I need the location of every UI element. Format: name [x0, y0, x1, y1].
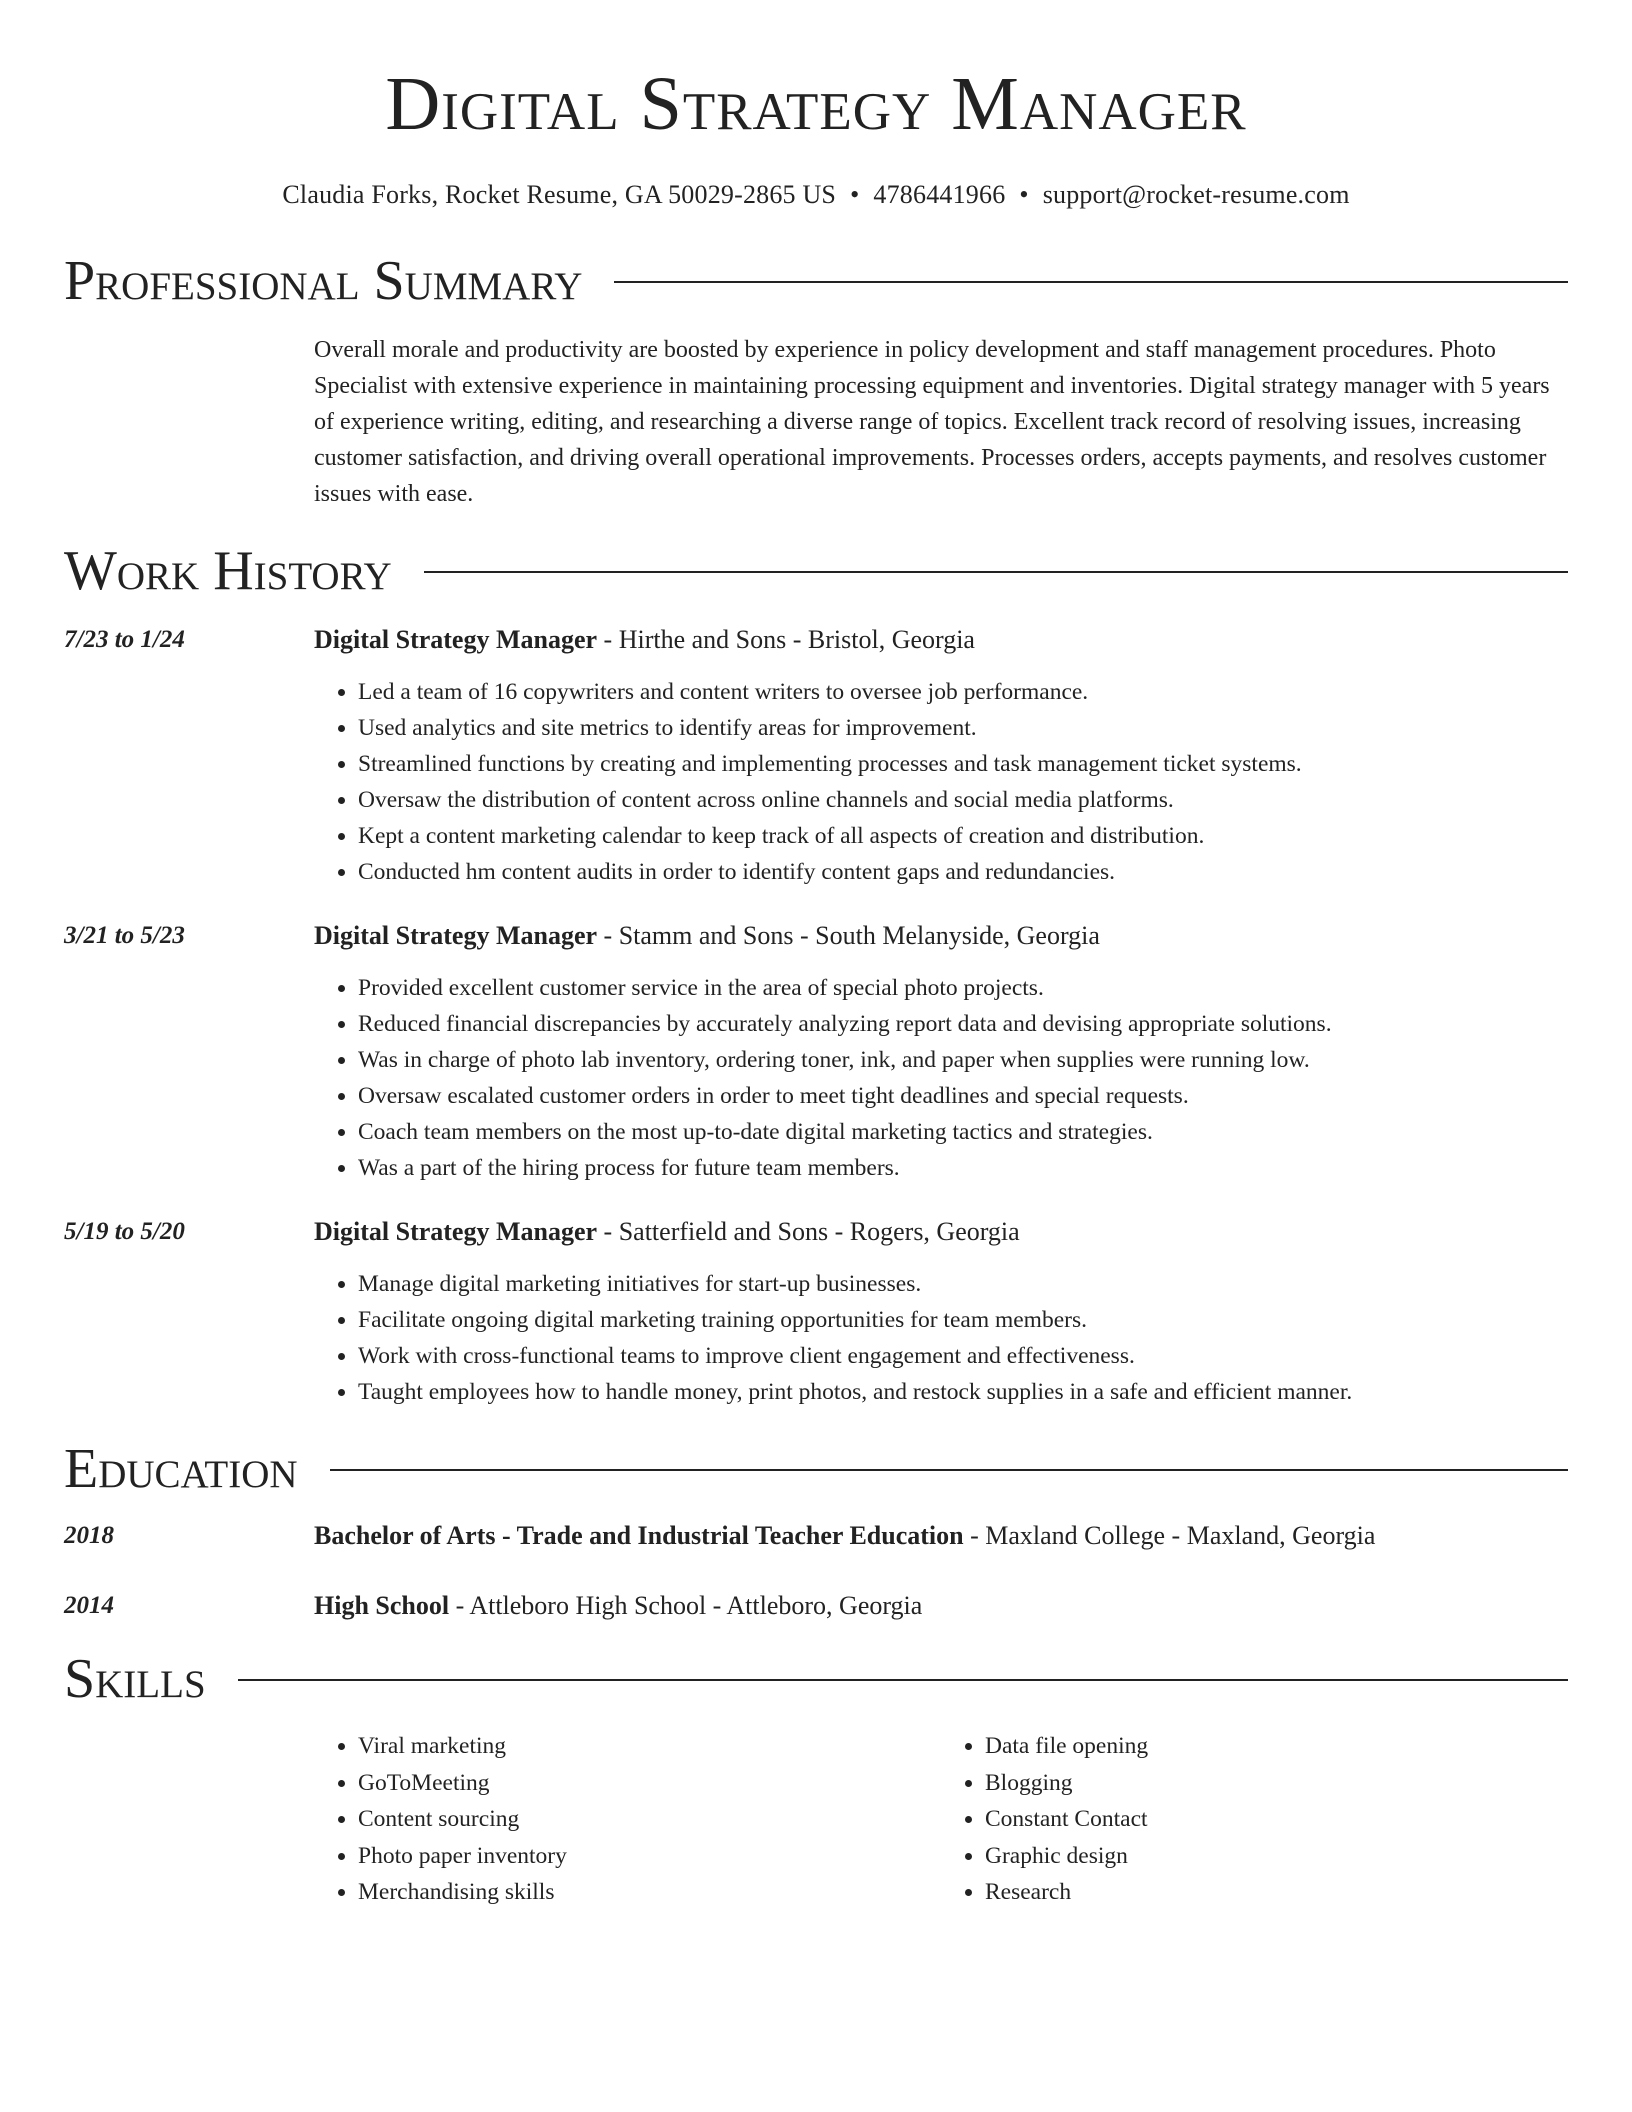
section-divider — [238, 1679, 1568, 1681]
skill-item: • Graphic design — [985, 1838, 1568, 1875]
skills-section-header — [64, 1646, 1568, 1712]
section-divider — [330, 1469, 1568, 1471]
contact-separator: • — [850, 180, 860, 209]
job-bullet: • Provided excellent customer service in the area of special photo projects. — [358, 970, 1568, 1006]
job-bullet: • Reduced financial discrepancies by accurately analyzing report data and devising appropriate solutions. — [358, 1006, 1568, 1042]
education-school: - Maxland College - Maxland, Georgia — [963, 1521, 1376, 1550]
job-bullet: • Conducted hm content audits in order to identify content gaps and redundancies. — [358, 854, 1568, 890]
job-bullet: • Led a team of 16 copywriters and content writers to oversee job performance. — [358, 674, 1568, 710]
education-degree: High School — [314, 1591, 450, 1620]
job-bullet: • Coach team members on the most up-to-date digital marketing tactics and strategies. — [358, 1114, 1568, 1150]
job-dates: 5/19 to 5/20 — [64, 1218, 185, 1245]
skills-section-title: Skills — [64, 1648, 206, 1710]
job-bullet: • Streamlined functions by creating and implementing processes and task management ticket systems. — [358, 746, 1568, 782]
section-divider — [614, 281, 1568, 283]
skill-item: • Photo paper inventory — [358, 1838, 941, 1875]
job-heading — [314, 918, 1568, 954]
job-bullet: • Was a part of the hiring process for future team members. — [358, 1150, 1568, 1186]
job-bullet: • Work with cross-functional teams to improve client engagement and effectiveness. — [358, 1338, 1568, 1374]
contact-address: Claudia Forks, Rocket Resume, GA 50029-2865 US — [282, 180, 837, 209]
job-entry — [64, 622, 1568, 890]
summary-section-title: Professional Summary — [64, 250, 583, 312]
contact-email: support@rocket-resume.com — [1042, 180, 1350, 209]
job-entry — [64, 918, 1568, 1186]
education-entry — [64, 1518, 1568, 1554]
job-heading — [314, 1214, 1568, 1250]
resume-title: Digital Strategy Manager — [385, 62, 1247, 146]
contact-line — [64, 178, 1568, 212]
skills-list — [314, 1728, 1568, 1911]
skill-item: • Constant Contact — [985, 1801, 1568, 1838]
job-role: Digital Strategy Manager — [314, 921, 598, 950]
skill-item: • GoToMeeting — [358, 1765, 941, 1802]
education-degree: Bachelor of Arts - Trade and Industrial Teacher Education — [314, 1521, 964, 1550]
job-dates: 7/23 to 1/24 — [64, 626, 185, 653]
education-section-title: Education — [64, 1438, 298, 1500]
skill-item: • Viral marketing — [358, 1728, 941, 1765]
section-divider — [424, 571, 1568, 573]
education-heading — [314, 1588, 1568, 1624]
job-role: Digital Strategy Manager — [314, 625, 598, 654]
job-entry — [64, 1214, 1568, 1410]
job-bullets — [314, 970, 1568, 1186]
education-entry — [64, 1588, 1568, 1624]
skill-item: • Research — [985, 1874, 1568, 1911]
job-body — [314, 622, 1568, 890]
education-year: 2014 — [64, 1592, 114, 1619]
job-bullets — [314, 1266, 1568, 1410]
skill-item: • Data file opening — [985, 1728, 1568, 1765]
job-body — [314, 1214, 1568, 1410]
job-bullet: • Oversaw the distribution of content across online channels and social media platforms. — [358, 782, 1568, 818]
skill-item: • Content sourcing — [358, 1801, 941, 1838]
summary-section-header — [64, 248, 1568, 314]
education-school: - Attleboro High School - Attleboro, Georgia — [449, 1591, 923, 1620]
education-year: 2018 — [64, 1522, 114, 1549]
job-bullet: • Facilitate ongoing digital marketing training opportunities for team members. — [358, 1302, 1568, 1338]
contact-phone: 4786441966 — [873, 180, 1006, 209]
job-bullets — [314, 674, 1568, 890]
job-dates: 3/21 to 5/23 — [64, 922, 185, 949]
job-heading — [314, 622, 1568, 658]
education-list — [64, 1518, 1568, 1624]
job-employer: - Hirthe and Sons - Bristol, Georgia — [597, 625, 975, 654]
job-bullet: • Was in charge of photo lab inventory, ordering toner, ink, and paper when supplies were running low. — [358, 1042, 1568, 1078]
job-role: Digital Strategy Manager — [314, 1217, 598, 1246]
skills-column-right — [941, 1728, 1568, 1911]
job-employer: - Stamm and Sons - South Melanyside, Georgia — [597, 921, 1100, 950]
job-employer: - Satterfield and Sons - Rogers, Georgia — [597, 1217, 1020, 1246]
work-section-title: Work History — [64, 540, 392, 602]
job-bullet: • Kept a content marketing calendar to keep track of all aspects of creation and distribution. — [358, 818, 1568, 854]
job-bullet: • Taught employees how to handle money, print photos, and restock supplies in a safe and efficient manner. — [358, 1374, 1568, 1410]
education-section-header — [64, 1436, 1568, 1502]
work-section-header — [64, 538, 1568, 604]
job-bullet: • Oversaw escalated customer orders in order to meet tight deadlines and special requests. — [358, 1078, 1568, 1114]
job-bullet: • Used analytics and site metrics to identify areas for improvement. — [358, 710, 1568, 746]
job-bullet: • Manage digital marketing initiatives for start-up businesses. — [358, 1266, 1568, 1302]
contact-separator: • — [1019, 180, 1029, 209]
education-heading — [314, 1518, 1568, 1554]
skill-item: • Blogging — [985, 1765, 1568, 1802]
skill-item: • Merchandising skills — [358, 1874, 941, 1911]
work-history-list — [64, 622, 1568, 1410]
summary-text: Overall morale and productivity are boosted by experience in policy development and staff management procedures. Photo Specialist with extensive experience in maintaining processing equipment and inventories. Digital strategy manager with 5 years of experience writing, editing, and researching a diverse range of topics. Excellent track record of resolving issues, increasing customer satisfaction, and driving overall operational improvements. Processes orders, accepts payments, and resolves customer issues with ease. — [314, 337, 1550, 507]
skills-column-left — [314, 1728, 941, 1911]
job-body — [314, 918, 1568, 1186]
